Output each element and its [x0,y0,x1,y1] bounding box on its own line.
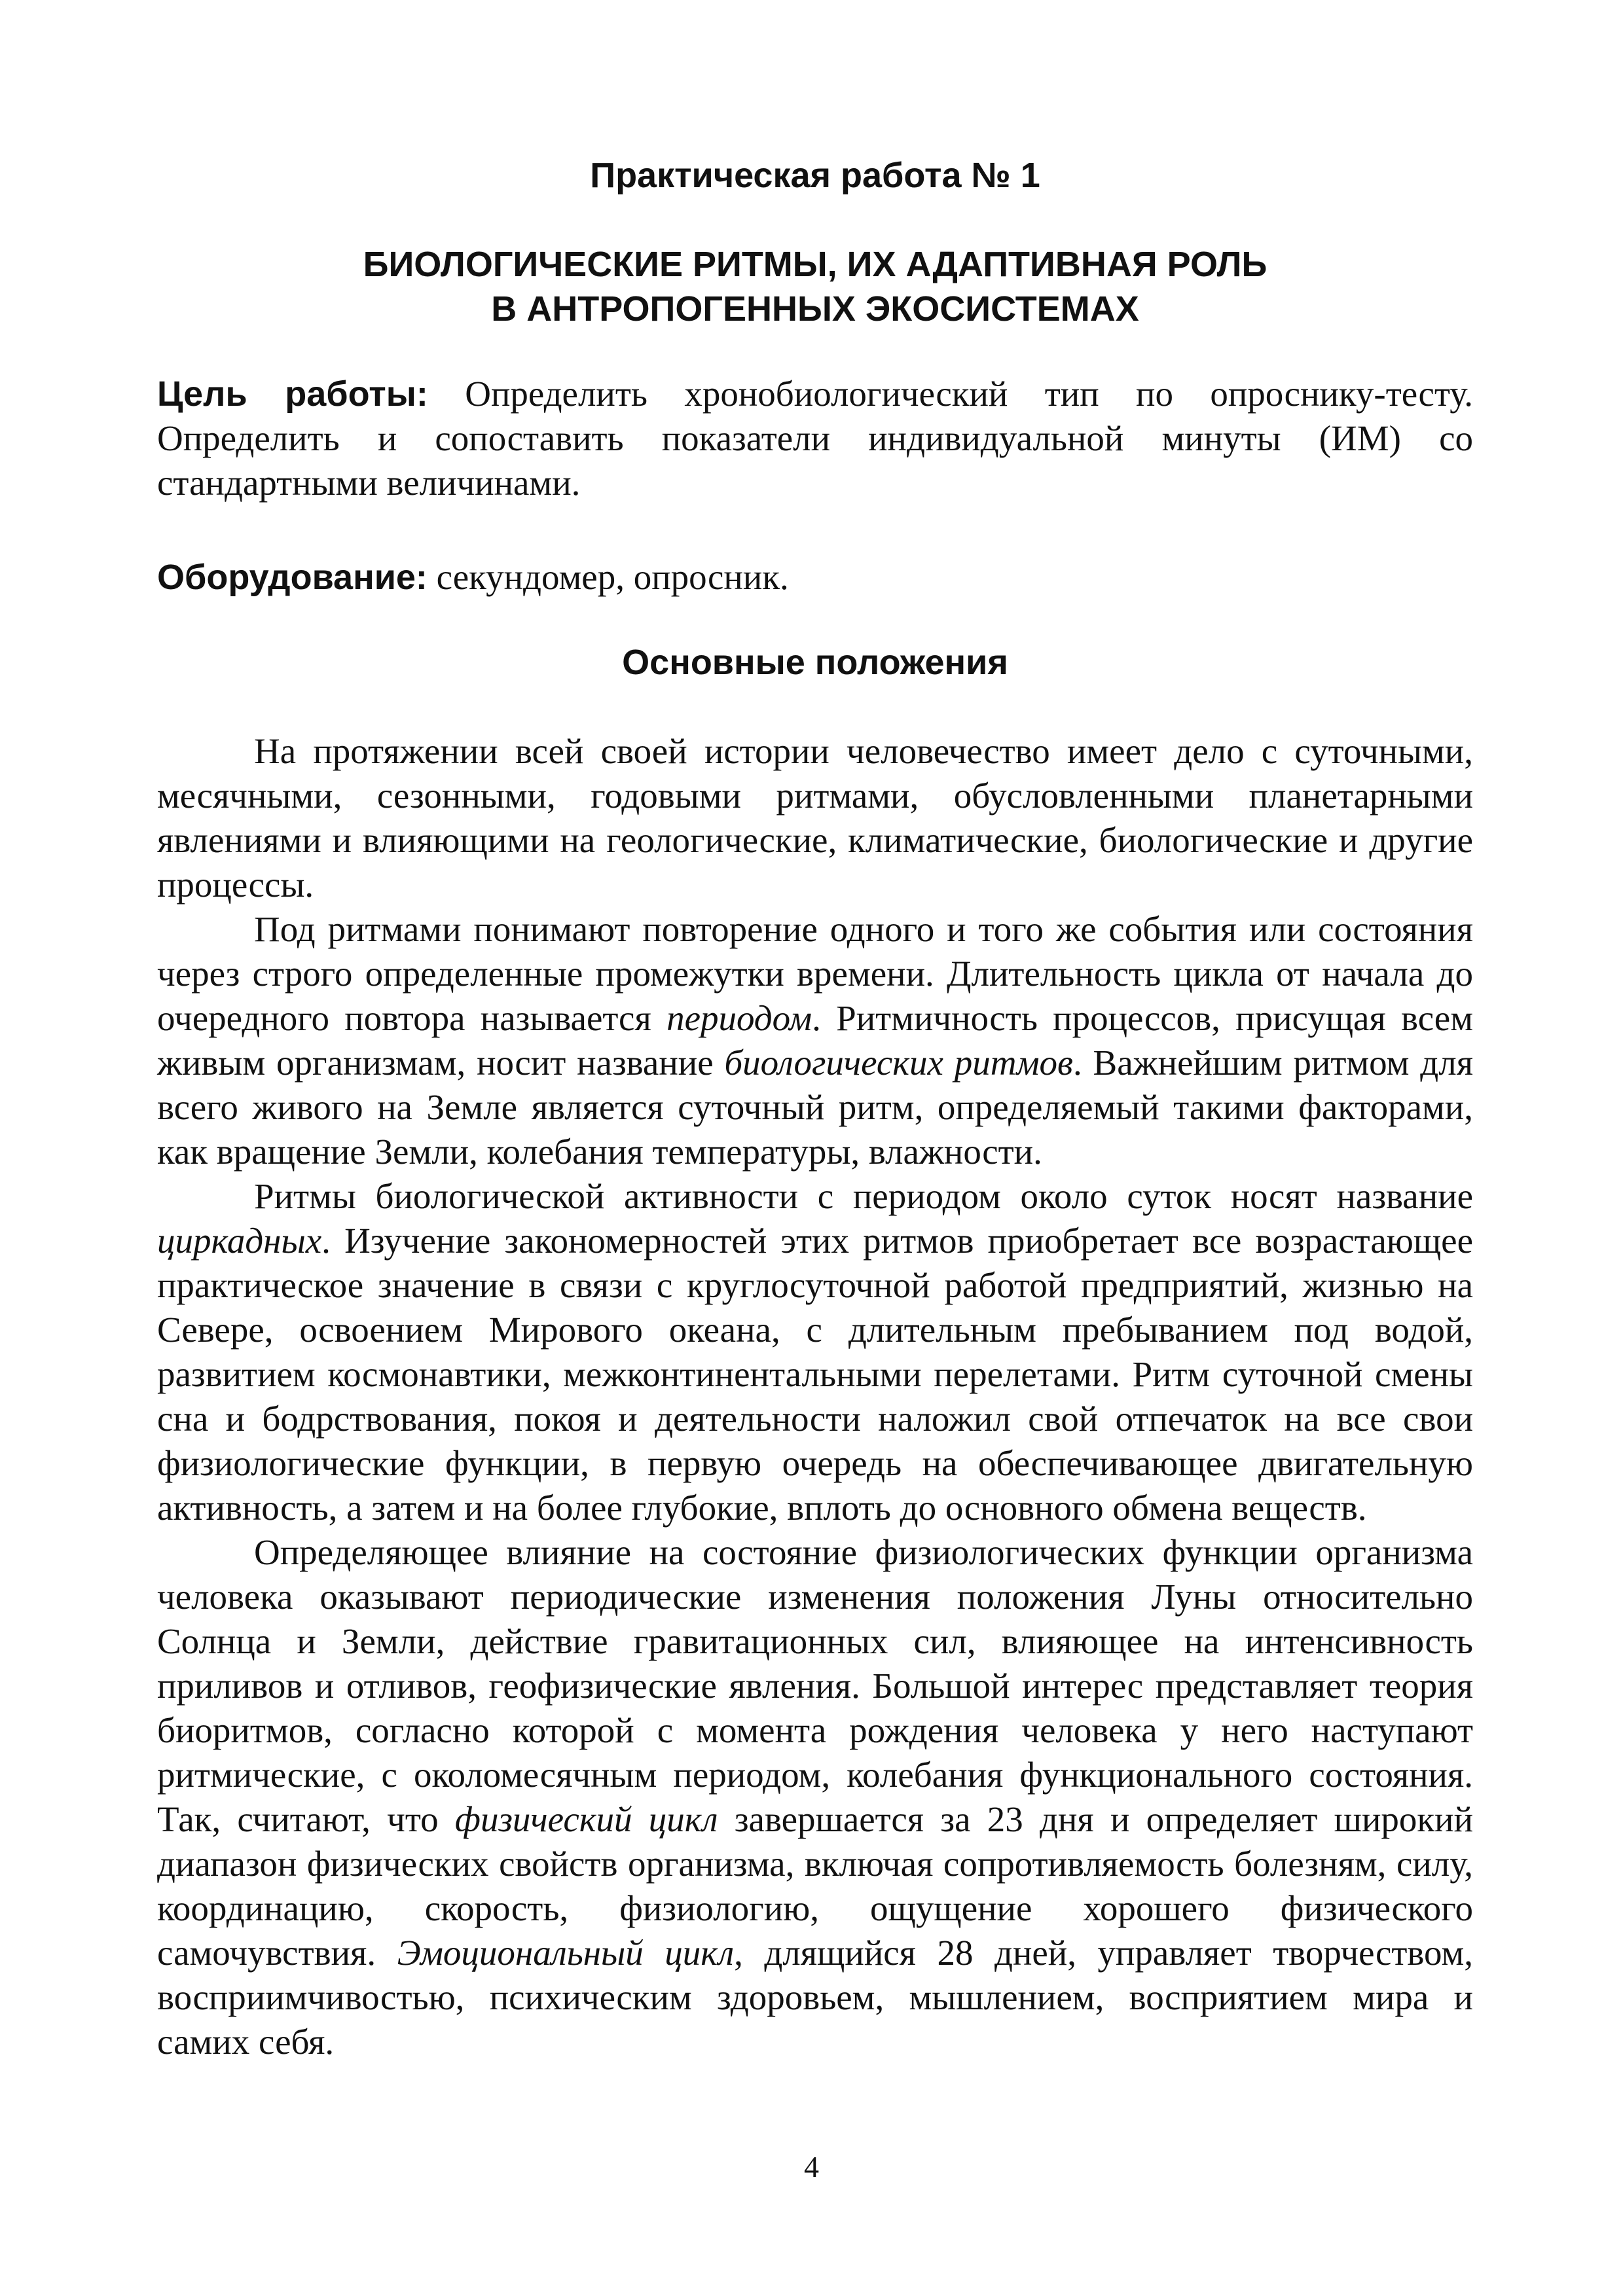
term-period: периодом [666,998,812,1038]
paragraph-3 [157,1174,1473,1530]
term-physical-cycle: физический цикл [454,1799,718,1839]
equipment-text: секундомер, опросник. [436,557,789,597]
topic-title-line-1: БИОЛОГИЧЕСКИЕ РИТМЫ, ИХ АДАПТИВНАЯ РОЛЬ [363,245,1267,284]
paragraph-4-text-a: Определяющее влияние на состояние физиологических функции организма человека оказывают периодические изменения положения Луны относительно Солнца и Земли, действие гравитационных сил, влияющее на интенсивность приливов и отливов, геофизические явления. Большой интерес представляет теория биоритмов, согласно которой с момента рождения человека у него наступают ритмические, с околомесячным периодом, колебания функционального состояния. Так, считают, что [157,1532,1473,1839]
paragraph-3-text-b: . Изучение закономерностей этих ритмов приобретает все возрастающее практическое значение в связи с круглосуточной работой предприятий, жизнью на Севере, освоением Мирового океана, с длительным пребыванием под водой, развитием космонавтики, межконтинентальными перелетами. Ритм суточной смены сна и бодрствования, покоя и деятельности наложил свой отпечаток на все свои физиологические функции, в первую очередь на обеспечивающее двигательную активность, а затем и на более глубокие, вплоть до основного обмена веществ. [157,1221,1473,1528]
paragraph-2-text-a: Под ритмами понимают повторение одного и того же события или состояния через строго определенные промежутки времени. Длительность цикла от начала до очередного повтора называется [157,909,1473,1038]
goal-section [157,372,1473,505]
paragraph-4-text-b: завершается за 23 дня и определяет широкий диапазон физических свойств организма, включая сопротивляемость болезням, силу, координацию, скорость, физиологию, ощущение хорошего физического самочувствия. [157,1799,1474,1973]
goal-label: Цель работы: [157,374,428,414]
paragraph-2-text-b: . Ритмичность процессов, присущая всем живым организмам, носит название [157,998,1473,1083]
equipment-label: Оборудование: [157,558,428,597]
equipment-section [157,555,1473,600]
term-emotional-cycle: Эмоциональный цикл [397,1933,735,1973]
topic-title-line-2: В АНТРОПОГЕННЫХ ЭКОСИСТЕМАХ [491,289,1139,329]
work-title: Практическая работа № 1 [590,156,1040,195]
paragraph-1 [157,729,1473,907]
paragraph-1-text: На протяжении всей своей истории человечество имеет дело с суточными, месячными, сезонными, годовыми ритмами, обусловленными планетарными явлениями и влияющими на геологические, климатические, биологические и другие процессы. [157,731,1473,905]
paragraph-2-text-c: . Важнейшим ритмом для всего живого на Земле является суточный ритм, определяемый такими факторами, как вращение Земли, колебания температуры, влажности. [157,1043,1474,1172]
paragraph-3-text-a: Ритмы биологической активности с периодом около суток носят название [254,1176,1473,1216]
term-circadian: циркадных [157,1221,322,1261]
page-number: 4 [804,2150,819,2183]
goal-text: Определить хронобиологический тип по опроснику-тесту. Определить и сопоставить показатели индивидуальной минуты (ИМ) со стандартными величинами. [157,374,1473,503]
term-biological-rhythms: биологических ритмов [724,1043,1073,1083]
paragraph-2 [157,907,1473,1174]
body-text [157,729,1473,2064]
paragraph-4 [157,1530,1473,2064]
section-heading: Основные положения [622,643,1008,682]
paragraph-4-text-c: , длящийся 28 дней, управляет творчеством, восприимчивостью, психическим здоровьем, мышлением, восприятием мира и самих себя. [157,1933,1474,2062]
